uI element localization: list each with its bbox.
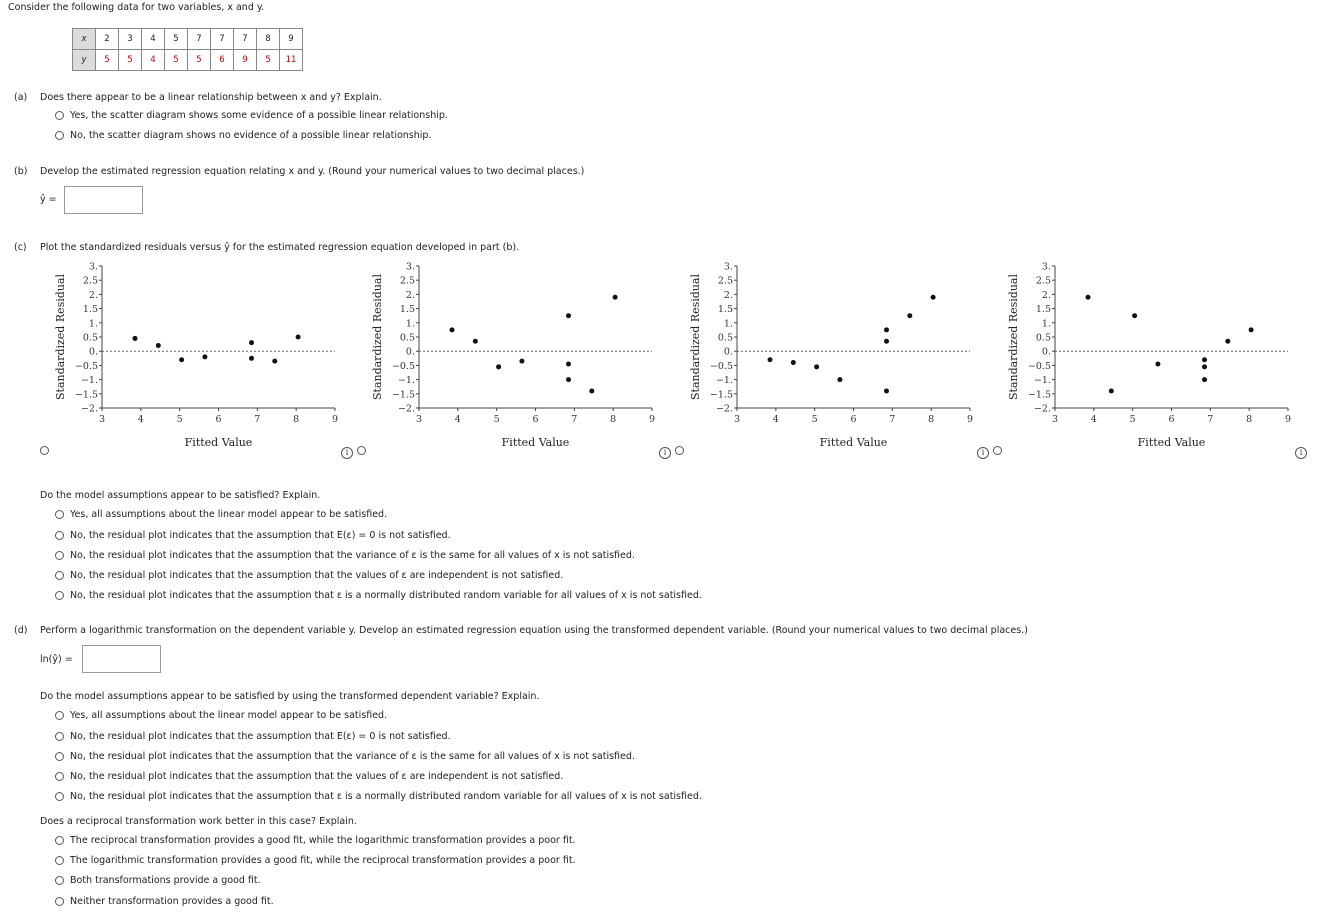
- data-point: [1109, 388, 1114, 393]
- x-cell: 9: [280, 29, 303, 50]
- option-label: No, the residual plot indicates that the assumption that E(ε) = 0 is not satisfied.: [70, 530, 451, 541]
- y-tick-label: −0.5: [1027, 360, 1051, 372]
- y-tick-label: −0.5: [74, 360, 98, 372]
- plot-4-radio[interactable]: [993, 446, 1002, 455]
- y-tick-label: −2.: [1033, 403, 1051, 415]
- residual-plot-3: [685, 258, 985, 458]
- part-a-option-no[interactable]: [55, 130, 431, 141]
- x-axis-label: Fitted Value: [501, 436, 570, 449]
- part-d-text: Perform a logarithmic transformation on the dependent variable y. Develop an estimated regression equation using the transformed dependent variable. (Round your numerical values to two decimal places.): [40, 625, 1028, 636]
- x-tick-label: 7: [1207, 414, 1214, 425]
- y-tick-label: −0.5: [709, 360, 733, 372]
- y-tick-label: 3.: [88, 261, 98, 273]
- radio-button[interactable]: [55, 772, 64, 781]
- data-point: [814, 364, 819, 369]
- part-c-option[interactable]: [55, 509, 387, 520]
- part-d-option[interactable]: [55, 751, 635, 762]
- x-cell: 5: [165, 29, 188, 50]
- data-point: [907, 313, 912, 318]
- y-cell: 11: [280, 50, 303, 71]
- data-point: [931, 295, 936, 300]
- y-tick-label: 0.5: [717, 332, 733, 344]
- x-cell: 2: [96, 29, 119, 50]
- yhat-label: ŷ =: [40, 194, 57, 205]
- x-cell: 3: [119, 29, 142, 50]
- data-point: [837, 377, 842, 382]
- data-point: [566, 377, 571, 382]
- y-tick-label: 2.: [723, 289, 733, 301]
- y-tick-label: 2.: [1041, 289, 1051, 301]
- x-cell: 7: [234, 29, 257, 50]
- data-point: [791, 360, 796, 365]
- part-d-label: (d): [14, 625, 28, 636]
- part-b-question: [14, 166, 584, 177]
- part-d-question: [14, 625, 1028, 636]
- data-point: [272, 359, 277, 364]
- plot-3-radio[interactable]: [675, 446, 684, 455]
- data-point: [450, 327, 455, 332]
- data-point: [296, 335, 301, 340]
- reciprocal-option[interactable]: [55, 875, 261, 886]
- y-tick-label: 0.5: [82, 332, 98, 344]
- x-tick-label: 8: [293, 414, 300, 425]
- info-icon[interactable]: i: [1295, 447, 1307, 459]
- y-tick-label: 3.: [405, 261, 415, 273]
- y-tick-label: 2.5: [1035, 275, 1051, 287]
- x-header: x: [73, 29, 96, 50]
- intro-text: Consider the following data for two variables, x and y.: [8, 2, 265, 13]
- data-point: [884, 339, 889, 344]
- plot-2-radio[interactable]: [357, 446, 366, 455]
- y-cell: 5: [165, 50, 188, 71]
- residual-plot-4: [1003, 258, 1303, 458]
- reciprocal-option[interactable]: [55, 896, 274, 907]
- part-d-option[interactable]: [55, 731, 451, 742]
- data-point: [1202, 364, 1207, 369]
- regression-equation-input[interactable]: [64, 186, 143, 214]
- x-tick-label: 5: [493, 414, 500, 425]
- radio-button[interactable]: [55, 551, 64, 560]
- option-label: Neither transformation provides a good fit.: [70, 896, 274, 907]
- y-tick-label: −2.: [397, 403, 415, 415]
- part-c-option[interactable]: [55, 530, 451, 541]
- part-b-label: (b): [14, 166, 28, 177]
- residual-plot-svg: [685, 258, 985, 458]
- y-tick-label: 0.: [1041, 346, 1051, 358]
- x-cell: 7: [188, 29, 211, 50]
- x-axis-label: Fitted Value: [819, 436, 888, 449]
- part-c-question: [14, 242, 519, 253]
- y-tick-label: −1.5: [1027, 389, 1051, 401]
- x-cell: 4: [142, 29, 165, 50]
- y-axis-label: Standardized Residual: [54, 273, 67, 401]
- radio-button[interactable]: [55, 591, 64, 600]
- x-tick-label: 7: [571, 414, 578, 425]
- log-regression-equation-input[interactable]: [82, 645, 161, 673]
- y-cell: 5: [119, 50, 142, 71]
- data-point: [884, 327, 889, 332]
- reciprocal-option[interactable]: [55, 835, 576, 846]
- x-tick-label: 4: [1090, 414, 1097, 425]
- y-tick-label: −1.: [715, 375, 733, 387]
- radio-button[interactable]: [55, 897, 64, 906]
- x-tick-label: 3: [733, 414, 741, 425]
- part-c-option[interactable]: [55, 550, 635, 561]
- x-tick-label: 3: [415, 414, 423, 425]
- y-tick-label: 0.: [88, 346, 98, 358]
- part-c-option[interactable]: [55, 570, 563, 581]
- y-tick-label: −1.: [80, 375, 98, 387]
- x-axis-label: Fitted Value: [1137, 436, 1206, 449]
- data-point: [1086, 295, 1091, 300]
- option-label: No, the residual plot indicates that the assumption that ε is a normally distributed random variable for all values of x is not satisfied.: [70, 791, 702, 802]
- data-point: [249, 340, 254, 345]
- radio-button[interactable]: [55, 111, 64, 120]
- data-point: [1132, 313, 1137, 318]
- part-d-assumption-question: Do the model assumptions appear to be satisfied by using the transformed dependent variable? Explain.: [40, 691, 540, 702]
- radio-button[interactable]: [55, 792, 64, 801]
- info-icon[interactable]: i: [341, 447, 353, 459]
- info-icon[interactable]: i: [659, 447, 671, 459]
- y-tick-label: −1.5: [74, 389, 98, 401]
- y-tick-label: −1.: [397, 375, 415, 387]
- x-cell: 8: [257, 29, 280, 50]
- x-tick-label: 9: [966, 414, 974, 425]
- data-point: [613, 295, 618, 300]
- y-tick-label: 1.5: [1035, 304, 1051, 316]
- y-tick-label: 2.5: [717, 275, 733, 287]
- x-cell: 7: [211, 29, 234, 50]
- x-tick-label: 7: [254, 414, 261, 425]
- data-point: [768, 357, 773, 362]
- data-point: [156, 343, 161, 348]
- x-tick-label: 7: [889, 414, 896, 425]
- x-tick-label: 6: [1168, 414, 1175, 425]
- y-tick-label: 0.5: [1035, 332, 1051, 344]
- y-tick-label: 0.: [723, 346, 733, 358]
- radio-button[interactable]: [55, 732, 64, 741]
- y-tick-label: 1.5: [399, 304, 415, 316]
- reciprocal-option[interactable]: [55, 855, 576, 866]
- y-tick-label: −2.: [80, 403, 98, 415]
- y-tick-label: 0.5: [399, 332, 415, 344]
- x-tick-label: 5: [176, 414, 183, 425]
- y-tick-label: 3.: [1041, 261, 1051, 273]
- option-label: No, the residual plot indicates that the assumption that the values of ε are independent is not satisfied.: [70, 570, 564, 581]
- x-tick-label: 5: [1129, 414, 1136, 425]
- radio-button[interactable]: [55, 836, 64, 845]
- data-point: [473, 339, 478, 344]
- data-point: [1249, 327, 1254, 332]
- option-label: Yes, all assumptions about the linear model appear to be satisfied.: [70, 509, 388, 520]
- residual-plot-svg: [367, 258, 667, 458]
- part-c-text: Plot the standardized residuals versus ŷ for the estimated regression equation developed in part (b).: [40, 242, 520, 253]
- y-tick-label: −1.5: [391, 389, 415, 401]
- data-point: [519, 359, 524, 364]
- y-tick-label: −0.5: [391, 360, 415, 372]
- x-tick-label: 5: [811, 414, 818, 425]
- y-tick-label: 2.5: [399, 275, 415, 287]
- y-header: y: [73, 50, 96, 71]
- option-label: No, the residual plot indicates that the assumption that E(ε) = 0 is not satisfied.: [70, 731, 451, 742]
- option-label: No, the residual plot indicates that the assumption that the variance of ε is the same for all values of x is not satisfied.: [70, 751, 635, 762]
- part-a-text: Does there appear to be a linear relationship between x and y? Explain.: [40, 92, 382, 103]
- data-point: [133, 336, 138, 341]
- data-point: [249, 356, 254, 361]
- radio-button[interactable]: [55, 131, 64, 140]
- option-label: No, the residual plot indicates that the assumption that ε is a normally distributed random variable for all values of x is not satisfied.: [70, 590, 702, 601]
- y-cell: 5: [96, 50, 119, 71]
- y-cell: 5: [257, 50, 280, 71]
- residual-plot-svg: [50, 258, 350, 458]
- option-label: Yes, the scatter diagram shows some evidence of a possible linear relationship.: [70, 110, 448, 121]
- part-a-label: (a): [14, 92, 28, 103]
- option-label: No, the residual plot indicates that the assumption that the values of ε are independent is not satisfied.: [70, 771, 564, 782]
- residual-plot-1: [50, 258, 350, 458]
- data-point: [1155, 361, 1160, 366]
- y-tick-label: −1.: [1033, 375, 1051, 387]
- info-icon[interactable]: i: [977, 447, 989, 459]
- y-tick-label: 1.: [1041, 318, 1051, 330]
- x-tick-label: 9: [331, 414, 339, 425]
- data-point: [202, 354, 207, 359]
- ln-yhat-label: ln(ŷ) =: [40, 654, 73, 665]
- y-axis-label: Standardized Residual: [1007, 273, 1020, 401]
- x-tick-label: 6: [850, 414, 857, 425]
- plot-1-radio[interactable]: [40, 446, 49, 455]
- x-tick-label: 9: [1284, 414, 1292, 425]
- data-point: [496, 364, 501, 369]
- part-a-option-yes[interactable]: [55, 110, 448, 121]
- option-label: No, the residual plot indicates that the assumption that the variance of ε is the same for all values of x is not satisfied.: [70, 550, 635, 561]
- data-point: [566, 313, 571, 318]
- option-label: The logarithmic transformation provides a good fit, while the reciprocal transformation provides a poor fit.: [70, 855, 576, 866]
- data-point: [566, 361, 571, 366]
- x-tick-label: 3: [98, 414, 106, 425]
- data-point: [884, 388, 889, 393]
- x-tick-label: 6: [532, 414, 539, 425]
- x-tick-label: 6: [215, 414, 222, 425]
- option-label: Yes, all assumptions about the linear model appear to be satisfied.: [70, 710, 388, 721]
- option-label: Both transformations provide a good fit.: [70, 875, 261, 886]
- y-tick-label: 1.5: [717, 304, 733, 316]
- y-axis-label: Standardized Residual: [689, 273, 702, 401]
- part-b-text: Develop the estimated regression equation relating x and y. (Round your numerical values to two decimal places.): [40, 166, 585, 177]
- residual-plot-svg: [1003, 258, 1303, 458]
- y-tick-label: 3.: [723, 261, 733, 273]
- y-tick-label: 0.: [405, 346, 415, 358]
- part-d-option[interactable]: [55, 791, 702, 802]
- part-d-option[interactable]: [55, 771, 563, 782]
- y-tick-label: 1.: [88, 318, 98, 330]
- y-tick-label: 1.: [723, 318, 733, 330]
- x-tick-label: 8: [610, 414, 617, 425]
- option-label: The reciprocal transformation provides a good fit, while the logarithmic transformation provides a poor fit.: [70, 835, 576, 846]
- x-tick-label: 4: [772, 414, 779, 425]
- part-a-question: [14, 92, 382, 103]
- radio-button[interactable]: [55, 856, 64, 865]
- reciprocal-question: Does a reciprocal transformation work better in this case? Explain.: [40, 816, 357, 827]
- x-tick-label: 3: [1051, 414, 1059, 425]
- y-tick-label: 1.: [405, 318, 415, 330]
- y-axis-label: Standardized Residual: [371, 273, 384, 401]
- radio-button[interactable]: [55, 531, 64, 540]
- data-point: [589, 388, 594, 393]
- y-row: [73, 50, 303, 71]
- x-tick-label: 4: [137, 414, 144, 425]
- y-cell: 4: [142, 50, 165, 71]
- data-point: [179, 357, 184, 362]
- y-tick-label: 1.5: [82, 304, 98, 316]
- radio-button[interactable]: [55, 571, 64, 580]
- x-axis-label: Fitted Value: [184, 436, 253, 449]
- x-tick-label: 8: [1246, 414, 1253, 425]
- y-tick-label: −1.5: [709, 389, 733, 401]
- option-label: No, the scatter diagram shows no evidence of a possible linear relationship.: [70, 130, 432, 141]
- y-cell: 6: [211, 50, 234, 71]
- x-tick-label: 4: [454, 414, 461, 425]
- y-tick-label: 2.: [405, 289, 415, 301]
- y-tick-label: 2.5: [82, 275, 98, 287]
- x-tick-label: 8: [928, 414, 935, 425]
- part-c-option[interactable]: [55, 590, 702, 601]
- x-row: [73, 29, 303, 50]
- radio-button[interactable]: [55, 510, 64, 519]
- part-c-label: (c): [14, 242, 27, 253]
- y-tick-label: 2.: [88, 289, 98, 301]
- part-c-assumption-question: Do the model assumptions appear to be satisfied? Explain.: [40, 490, 321, 501]
- part-d-option[interactable]: [55, 710, 387, 721]
- y-cell: 5: [188, 50, 211, 71]
- data-point: [1202, 377, 1207, 382]
- radio-button[interactable]: [55, 876, 64, 885]
- data-point: [1225, 339, 1230, 344]
- residual-plot-2: [367, 258, 667, 458]
- y-cell: 9: [234, 50, 257, 71]
- radio-button[interactable]: [55, 711, 64, 720]
- data-table: [72, 28, 303, 71]
- y-tick-label: −2.: [715, 403, 733, 415]
- radio-button[interactable]: [55, 752, 64, 761]
- x-tick-label: 9: [648, 414, 656, 425]
- data-point: [1202, 357, 1207, 362]
